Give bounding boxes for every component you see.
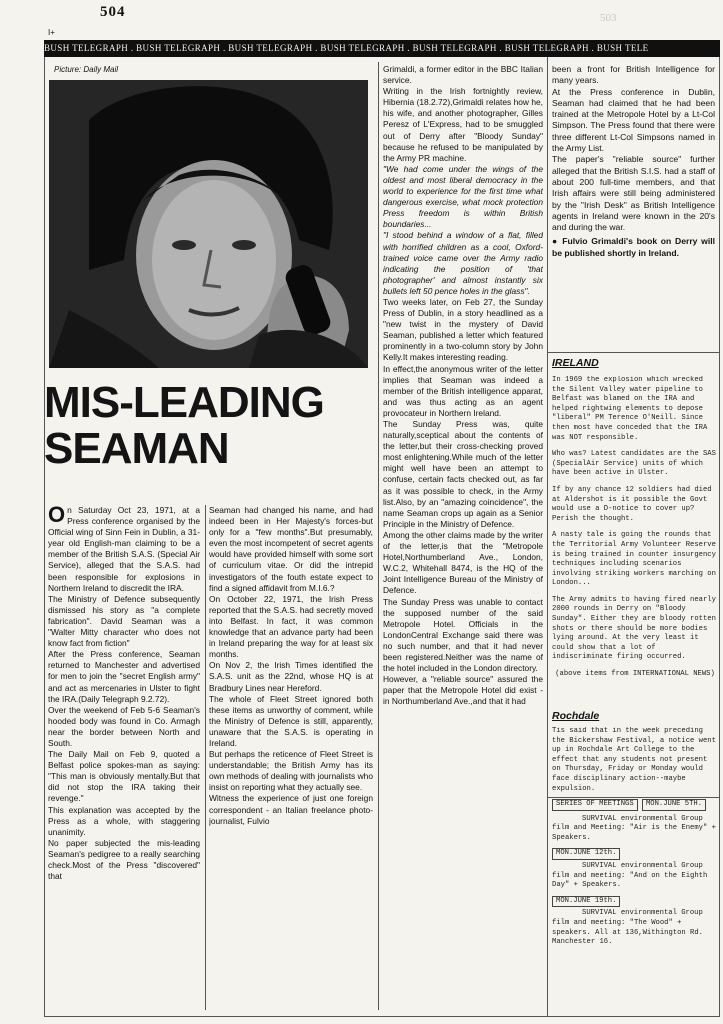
col3-paragraph: Writing in the Irish fortnightly review, Hibernia (18.2.72),Grimaldi relates how he, his wife, and another photographer, Gilles Peresz of L'Express, had to be smuggled out of Derry after "Bloody Sunday" because he refused to be manipulated by the Army PR machine.	[383, 86, 543, 163]
ireland-item: A nasty tale is going the rounds that the Territorial Army Volunteer Reserve is being trained in counter insurgency techniques including scenarios involving striking workers marching on London...	[552, 531, 716, 588]
meeting-date: MON.JUNE 19th.	[552, 896, 620, 908]
col3-paragraph: The Sunday Press was, quite naturally,sceptical about the contents of the letter,but their cross-checking proved most enlightening.While much of the letter might well have been an attempt to confuse, certain facts checked out, as far as it was possible to check, in the Army list.Also, by an "amazing coincidence", the name Seaman crops up again as a Senior Principle in the Ministry of Defence.	[383, 419, 543, 529]
ireland-item: The Army admits to having fired nearly 2000 rounds in Derry on "Bloody Sunday". Either they are bloody rotten shots or there should be more bodies lying around. At the very least it could show that a lot of indiscriminate firing occurred.	[552, 595, 716, 662]
meetings-box	[552, 799, 718, 1011]
article-column-3	[383, 64, 543, 1010]
col2-paragraph: Witness the experience of just one foreign correspondent - an Italian freelance photo-journalist, Fulvio	[209, 793, 373, 826]
article-column-2	[209, 505, 373, 1010]
headline-line-2: SEAMAN	[44, 424, 229, 473]
left-border	[44, 57, 45, 1017]
meeting-text: SURVIVAL environmental Group film and Meeting: "Air is the Enemy" + Speakers.	[552, 814, 716, 842]
col1-paragraph: After the Press conference, Seaman returned to Manchester and advertised for men to join the "secret English army" and act as mercenaries in Ulster to fight the IRA.(Daily Telegraph 9.2.72).	[48, 649, 200, 704]
col3-paragraph: Two weeks later, on Feb 27, the Sunday Press of Dublin, in a story headlined as a "new twist in the mystery of David Seaman, published a letter which featured prominently in a two-column story by John Kelly.It makes interesting reading.	[383, 296, 543, 363]
sidebar-divider	[547, 352, 719, 353]
ireland-heading: IRELAND	[552, 357, 599, 369]
col2-paragraph: Seaman had changed his name, and had indeed been in Her Majesty's forces-but only for a "few months".But presumably, even the most incompetent of secret agents would have provided himself with some sort of curriculum vitae. Or did the intrepid investigators of the fouth estate expect to find a signed affidavit from M.I.6.?	[209, 505, 373, 593]
meetings-heading: SERIES OF MEETINGS	[552, 799, 638, 811]
ireland-items	[552, 376, 718, 701]
col2-paragraph: The whole of Fleet Street ignored both these items as unworthy of comment, while the Ministry of Defence is still, apparently, unaware that the S.A.S. is operating in Ireland.	[209, 693, 373, 748]
column-rule	[205, 505, 206, 1010]
book-note: Fulvio Grimaldi's book on Derry will be published shortly in Ireland.	[552, 236, 715, 258]
meeting-date: MON.JUNE 12th.	[552, 848, 620, 860]
photo-caption: Picture: Daily Mail	[54, 65, 119, 74]
portrait-photo-drawing	[49, 80, 368, 368]
article-column-1	[48, 505, 200, 1010]
sidebar-divider	[547, 797, 719, 798]
col3-paragraph: Grimaldi, a former editor in the BBC Italian service.	[383, 64, 543, 86]
col3-quote: "I stood behind a window of a flat, filled with horrified children as a cool, Oxford-trained voice came over the Army radio indicating the position of 'that photographer' and almost instantly six bullets left 50 pence holes in the glass".	[383, 230, 543, 296]
meeting-date: MON.JUNE 5TH.	[642, 799, 706, 811]
col2-paragraph: But perhaps the reticence of Fleet Street is understandable; the British Army has its own methods of dealing with journalists who insist on reporting what they actually see.	[209, 749, 373, 793]
col3-paragraph: Among the other claims made by the writer of the letter,is that the "Metropole Hotel,Northumberland Ave., London, W.C.2, Whitehall 8474, is the HQ of the Joint Intelligence Bureau of the Ministry of Defence.	[383, 529, 543, 596]
ghost-page-number: 503	[600, 12, 617, 24]
col4-paragraph: At the Press conference in Dublin, Seaman had claimed that he had been trained at the Metropole Hotel by a Lt-Col Simpson. The Press found that there were three different Lt-Col Simpsons named in the Army List.	[552, 86, 715, 154]
ireland-item: In 1969 the explosion which wrecked the Silent Valley water pipeline to Belfast was blamed on the IRA and helped rightwing elements to depose "liberal" PM Terence O'Neill. Since then most have conceded that the IRA was NOT responsible.	[552, 376, 708, 442]
col3-paragraph: In effect,the anonymous writer of the letter implies that Seaman was indeed a member of the British intelligence apparat, and was thus acting as an agent provocateur in Northern Ireland.	[383, 363, 543, 418]
col3-paragraph: However, a "reliable source" assured the paper that the Metropole Hotel did exist - in Northumberland Ave.,and that it had	[383, 674, 543, 707]
col1-paragraph: The Ministry of Defence subsequently dismissed his story as "a complete fabrication". David Seaman was a "Walter Mitty character who does not know fact from fiction"	[48, 593, 200, 649]
column-rule	[378, 62, 379, 1010]
article-headline	[44, 380, 384, 472]
rochdale-text: Tis said that in the week preceding the Bickershaw Festival, a notice went up in Rochdale Art College to the effect that any students not present on Thursday, Friday or Monday would face disciplinary action--maybe expulsion.	[552, 727, 716, 793]
col2-paragraph: On October 22, 1971, the Irish Press reported that the S.A.S. had secretly moved into Belfast. In fact, it was common knowledge that an advance party had been in Ireland preparing the way for at least six months.	[209, 593, 373, 660]
meeting-text: SURVIVAL environmental Group film and meeting: "And on the Eighth Day" + Speakers.	[552, 861, 708, 890]
article-column-4	[552, 64, 715, 348]
ireland-item: Who was? Latest candidates are the SAS (SpecialAir Service) units of which have been active in Ulster.	[552, 450, 716, 478]
col4-paragraph: been a front for British Intelligence for many years.	[552, 64, 715, 86]
col2-paragraph: On Nov 2, the Irish Times identified the S.A.S. unit as the 22nd, whose HQ is at Bradbury Lines near Hereford.	[209, 660, 373, 693]
col1-paragraph: The Daily Mail on Feb 9, quoted a Belfast police spokes-man as saying: "This man is obviously mentally.But that did not stop the IRA taking their revenge."	[48, 749, 200, 804]
col1-paragraph: This explanation was accepted by the Press as a whole, with staggering unanimity.	[48, 804, 200, 837]
sidebar-rule	[547, 57, 548, 1017]
corner-mark: I+	[48, 28, 55, 37]
col3-paragraph: The Sunday Press was unable to contact the supposed number of the said Metropole Hotel. Officials in the LondonCentral Exchange said there was no such number, and that it had never been registered.Neither was the name of the hotel included in the London directory.	[383, 596, 543, 674]
col1-paragraph: Over the weekend of Feb 5-6 Seaman's hooded body was found in Co. Armagh near the border between North and South.	[48, 704, 200, 748]
bottom-border	[44, 1016, 720, 1017]
portrait-photo	[49, 80, 368, 368]
rochdale-heading: Rochdale	[552, 710, 600, 722]
col1-paragraph: No paper subjected the mis-leading Seaman's pedigree to a really searching check.Most of the Press "discovered" that	[48, 837, 200, 882]
meeting-text: SURVIVAL environmental Group film and meeting: "The Wood" + speakers. All at 136,Withington Rd. Manchester 16.	[552, 909, 703, 947]
headline-line-1: MIS-LEADING	[44, 378, 324, 427]
ireland-item: If by any chance 12 soldiers had died at Aldershot is it possible the Govt would use a D-notice to cover up? Perish the thought.	[552, 485, 712, 523]
bullet-icon: ●	[552, 236, 563, 247]
drop-cap: O	[48, 505, 66, 527]
right-border	[719, 57, 720, 1017]
ireland-credit: (above items from INTERNATIONAL NEWS)	[555, 670, 715, 679]
col3-quote: "We had come under the wings of the oldest and most liberal democracy in the world to experience for the first time what dangerous exercise, what mock protection Press freedom is within British boundaries...	[383, 163, 543, 230]
col4-paragraph: The paper's "reliable source" further alleged that the British S.I.S. had a staff of about 200 full-time members, and that Irish affairs were still being administered by the "Irish Desk" as British Intelligence agents in Ireland were known in the 20's and during the war.	[552, 154, 715, 233]
col1-paragraph: n Saturday Oct 23, 1971, at a Press conference organised by the Official wing of Sinn Fein in Dublin, a 31-year old English-man claiming to be a member of the British S.A.S. (Special Air Service), alleged that the S.A.S. had been responsible for explosions in Northern Ireland to discredit the IRA.	[48, 505, 200, 593]
bush-telegraph-banner: BUSH TELEGRAPH . BUSH TELEGRAPH . BUSH TELEGRAPH . BUSH TELEGRAPH . BUSH TELEGRAPH . BUSH TELEGRAPH . BUSH TELE	[44, 40, 720, 57]
page-number: 504	[100, 4, 126, 20]
